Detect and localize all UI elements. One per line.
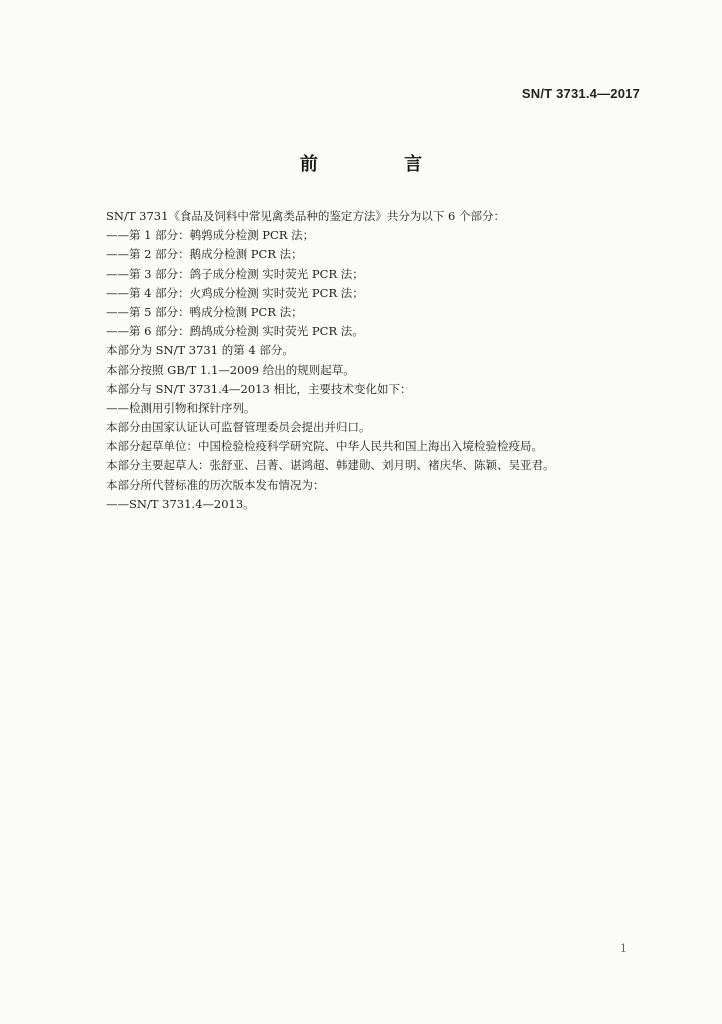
part-list-item: ——第 2 部分：鹅成分检测 PCR 法； — [106, 247, 303, 262]
part-list-item: ——第 1 部分：鹌鹑成分检测 PCR 法； — [106, 228, 315, 243]
foreword-body — [106, 207, 646, 514]
paragraph-line: 本部分所代替标准的历次版本发布情况为： — [106, 477, 325, 492]
change-list-item: ——检测用引物和探针序列。 — [106, 400, 256, 415]
part-list-item: ——第 3 部分：鸽子成分检测 实时荧光 PCR 法； — [106, 266, 364, 281]
paragraph-line: 本部分为 SN/T 3731 的第 4 部分。 — [106, 343, 294, 358]
part-list-item: ——第 6 部分：鹧鸪成分检测 实时荧光 PCR 法。 — [106, 324, 364, 339]
part-list-item: ——第 5 部分：鸭成分检测 PCR 法； — [106, 304, 303, 319]
standard-code: SN/T 3731.4—2017 — [521, 86, 640, 101]
paragraph-line: 本部分与 SN/T 3731.4—2013 相比，主要技术变化如下： — [106, 381, 412, 396]
intro-line: SN/T 3731《食品及饲料中常见禽类品种的鉴定方法》共分为以下 6 个部分： — [106, 209, 506, 223]
page-number: 1 — [620, 942, 627, 955]
paragraph-line: 本部分按照 GB/T 1.1—2009 给出的规则起草。 — [106, 362, 355, 377]
history-list-item: ——SN/T 3731.4—2013。 — [106, 496, 255, 511]
page-title: 前 言 — [299, 154, 463, 175]
paragraph-line: 本部分主要起草人：张舒亚、吕菁、谌鸿超、韩建勋、刘月明、褚庆华、陈颖、吴亚君。 — [106, 458, 555, 473]
paragraph-line: 本部分由国家认证认可监督管理委员会提出并归口。 — [106, 420, 371, 435]
paragraph-line: 本部分起草单位：中国检验检疫科学研究院、中华人民共和国上海出入境检验检疫局。 — [106, 439, 543, 454]
part-list-item: ——第 4 部分：火鸡成分检测 实时荧光 PCR 法； — [106, 285, 364, 300]
